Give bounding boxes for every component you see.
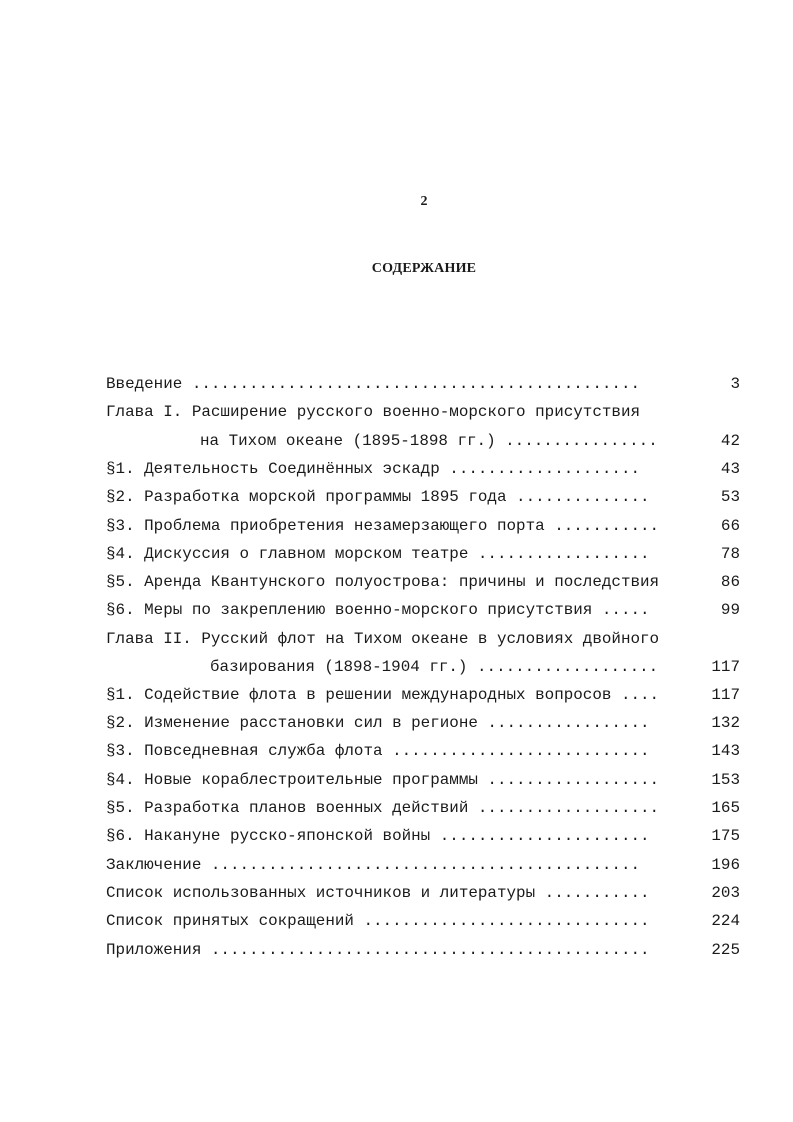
toc-page-number: 117 [711, 686, 740, 704]
toc-page-number: 78 [720, 545, 740, 563]
toc-page-number: 42 [720, 432, 740, 450]
toc-entry-abbreviations: Список принятых сокращений .............................. [106, 912, 650, 930]
toc-entry-bibliography: Список использованных источников и литературы ........... [106, 884, 650, 902]
page-number: 2 [420, 194, 428, 209]
toc-page-number: 175 [711, 827, 740, 845]
toc-page-number: 3 [730, 375, 740, 393]
toc-page-number: 225 [711, 941, 740, 959]
toc-entry-chapter-1: Глава I. Расширение русского военно-морского присутствия [106, 403, 641, 421]
toc-entry-ch1-s4: §4. Дискуссия о главном морском театре .................. [106, 545, 650, 563]
toc-page-number: 203 [711, 884, 740, 902]
toc-entry-introduction: Введение ............................................... [106, 375, 641, 393]
toc-entry-ch1-s1: §1. Деятельность Соединённых эскадр .................... [106, 460, 641, 478]
toc-page-number: 66 [720, 517, 740, 535]
toc-entry-ch1-s5: §5. Аренда Квантунского полуострова: причины и последствия [106, 573, 660, 591]
toc-entry-ch1-s6: §6. Меры по закреплению военно-морского присутствия ..... [106, 601, 650, 619]
toc-entry-ch2-s5: §5. Разработка планов военных действий ................... [106, 799, 660, 817]
toc-entry-chapter-2-cont: базирования (1898-1904 гг.) ................... [210, 658, 659, 676]
toc-page-number: 153 [711, 771, 740, 789]
toc-entry-chapter-1-cont: на Тихом океане (1895-1898 гг.) ................ [200, 432, 658, 450]
toc-page-number: 196 [711, 856, 740, 874]
toc-page-number: 224 [711, 912, 740, 930]
toc-entry-ch2-s3: §3. Повседневная служба флота ........................... [106, 742, 650, 760]
toc-entry-chapter-2: Глава II. Русский флот на Тихом океане в условиях двойного [106, 630, 660, 648]
toc-entry-appendices: Приложения .............................................. [106, 941, 650, 959]
toc-entry-ch1-s2: §2. Разработка морской программы 1895 года .............. [106, 488, 650, 506]
toc-page-number: 86 [720, 573, 740, 591]
page-title: СОДЕРЖАНИЕ [371, 261, 477, 276]
toc-entry-ch1-s3: §3. Проблема приобретения незамерзающего порта ........... [106, 517, 660, 535]
toc-page-number: 132 [711, 714, 740, 732]
toc-page-number: 43 [720, 460, 740, 478]
toc-page-number: 53 [720, 488, 740, 506]
toc-page-number: 143 [711, 742, 740, 760]
toc-entry-ch2-s1: §1. Содействие флота в решении международных вопросов .... [106, 686, 660, 704]
toc-entry-ch2-s4: §4. Новые кораблестроительные программы .................. [106, 771, 660, 789]
toc-entry-ch2-s6: §6. Накануне русско-японской войны ...................... [106, 827, 650, 845]
toc-page-number: 117 [711, 658, 740, 676]
toc-page-number: 165 [711, 799, 740, 817]
toc-page-number: 99 [720, 601, 740, 619]
toc-entry-ch2-s2: §2. Изменение расстановки сил в регионе ................. [106, 714, 650, 732]
toc-entry-conclusion: Заключение ............................................. [106, 856, 641, 874]
